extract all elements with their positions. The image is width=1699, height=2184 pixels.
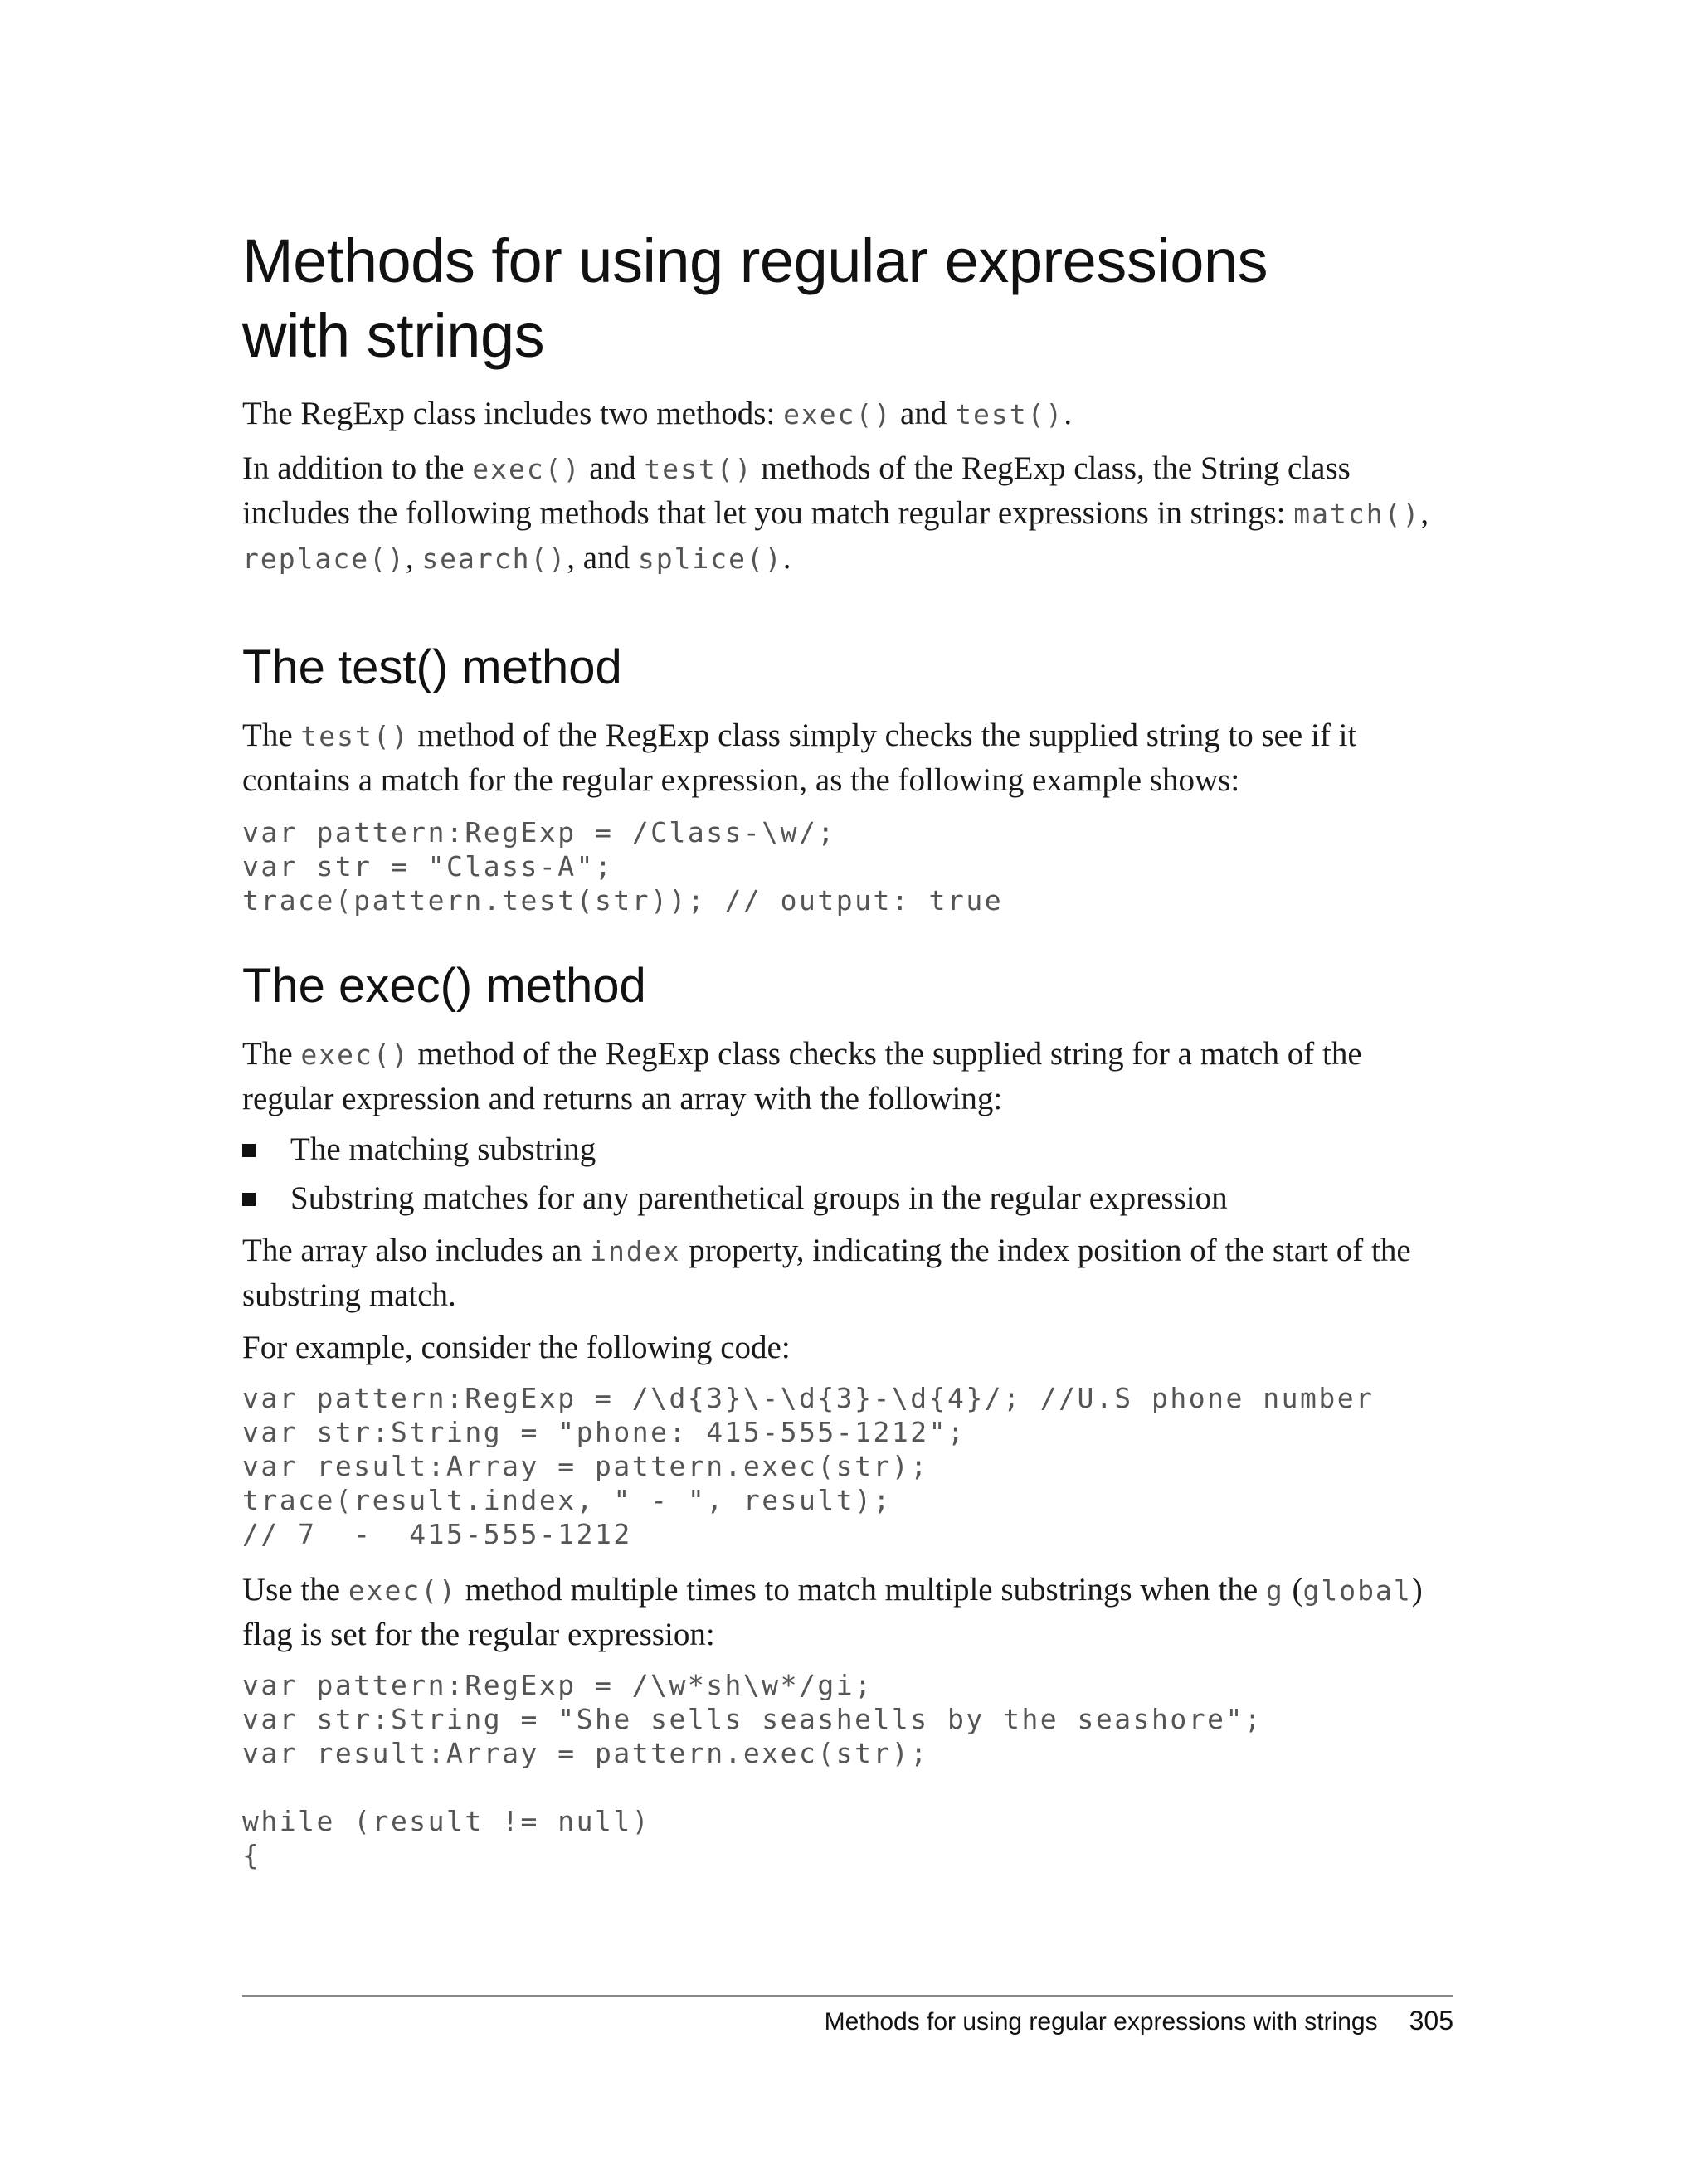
code-line: trace(result.index, " - ", result); bbox=[242, 1484, 892, 1516]
page-title-line-1: Methods for using regular expressions bbox=[242, 226, 1268, 295]
inline-code: test() bbox=[644, 453, 753, 485]
running-footer-title: Methods for using regular expressions with strings bbox=[824, 2008, 1378, 2036]
page-number: 305 bbox=[1409, 2006, 1453, 2036]
code-line: var pattern:RegExp = /Class-\w/; bbox=[242, 816, 836, 849]
text: , and bbox=[567, 540, 638, 576]
blank-code-line bbox=[242, 1770, 1453, 1804]
code-line: var result:Array = pattern.exec(str); bbox=[242, 1450, 929, 1482]
test-method-heading: The test() method bbox=[242, 640, 622, 694]
index-paragraph bbox=[242, 1228, 1453, 1317]
code-line: var pattern:RegExp = /\w*sh\w*/gi; bbox=[242, 1669, 874, 1701]
text: and bbox=[892, 396, 956, 431]
exec-method-paragraph bbox=[242, 1032, 1453, 1121]
inline-code: index bbox=[590, 1235, 681, 1267]
global-flag-paragraph bbox=[242, 1568, 1453, 1656]
page-content bbox=[242, 224, 1453, 1872]
text: method of the RegExp class simply checks the supplied string to see if it contains a match for the regular expression, as the following example shows: bbox=[242, 717, 1357, 798]
code-block-test bbox=[242, 815, 1453, 917]
inline-code: test() bbox=[955, 398, 1064, 430]
text: The array also includes an bbox=[242, 1233, 591, 1268]
code-line: // 7 - 415-555-1212 bbox=[242, 1518, 632, 1550]
text: ( bbox=[1283, 1572, 1303, 1608]
code-line: var str:String = "She sells seashells by the seashore"; bbox=[242, 1703, 1263, 1735]
list-item-text: The matching substring bbox=[290, 1131, 596, 1167]
text: The bbox=[242, 1036, 301, 1072]
inline-code: exec() bbox=[783, 398, 893, 430]
inline-code: exec() bbox=[348, 1574, 458, 1607]
text: , bbox=[1420, 495, 1429, 531]
text: . bbox=[1064, 396, 1073, 431]
text: and bbox=[581, 450, 645, 486]
list-item bbox=[242, 1127, 1453, 1171]
bullet-square-icon bbox=[242, 1193, 256, 1206]
inline-code: splice() bbox=[637, 542, 783, 575]
code-line: { bbox=[242, 1839, 261, 1871]
text: In addition to the bbox=[242, 450, 473, 486]
text: method of the RegExp class checks the supplied string for a match of the regular expression and returns an array with the following: bbox=[242, 1036, 1362, 1116]
code-block-global bbox=[242, 1668, 1453, 1872]
code-block-exec bbox=[242, 1381, 1453, 1551]
code-line: while (result != null) bbox=[242, 1805, 651, 1837]
text: , bbox=[405, 540, 422, 576]
text: The bbox=[242, 717, 301, 753]
code-line: var result:Array = pattern.exec(str); bbox=[242, 1737, 929, 1769]
page-footer bbox=[825, 2006, 1453, 2036]
text: The RegExp class includes two methods: bbox=[242, 396, 784, 431]
code-line: trace(pattern.test(str)); // output: true bbox=[242, 884, 1004, 917]
inline-code: g bbox=[1265, 1574, 1284, 1607]
inline-code: match() bbox=[1293, 498, 1421, 530]
page-title bbox=[242, 224, 1453, 373]
text: methods of the RegExp class, the String class includes the following methods that let you match regular expressions in strings: bbox=[242, 450, 1351, 531]
footer-rule bbox=[242, 1995, 1453, 1997]
inline-code: test() bbox=[300, 720, 410, 752]
list-item-text: Substring matches for any parenthetical groups in the regular expression bbox=[290, 1180, 1228, 1216]
inline-code: replace() bbox=[242, 542, 406, 575]
exec-result-list bbox=[242, 1127, 1453, 1220]
code-line: var str = "Class-A"; bbox=[242, 850, 614, 883]
example-intro: For example, consider the following code: bbox=[242, 1330, 791, 1365]
inline-code: exec() bbox=[300, 1038, 410, 1071]
text: method multiple times to match multiple substrings when the bbox=[457, 1572, 1266, 1608]
list-item bbox=[242, 1176, 1453, 1220]
test-method-paragraph bbox=[242, 713, 1453, 802]
text: property, indicating the index position of the start of the substring match. bbox=[242, 1233, 1411, 1313]
intro-paragraph-2 bbox=[242, 446, 1453, 581]
text: Use the bbox=[242, 1572, 348, 1608]
exec-method-heading: The exec() method bbox=[242, 959, 646, 1013]
inline-code: exec() bbox=[472, 453, 582, 485]
bullet-square-icon bbox=[242, 1144, 256, 1157]
inline-code: global bbox=[1302, 1574, 1412, 1607]
intro-paragraph-1 bbox=[242, 392, 1453, 436]
code-line: var str:String = "phone: 415-555-1212"; bbox=[242, 1416, 966, 1448]
text: ) flag is set for the regular expression: bbox=[242, 1572, 1423, 1652]
text: . bbox=[782, 540, 791, 576]
inline-code: search() bbox=[421, 542, 567, 575]
page-title-line-2: with strings bbox=[242, 301, 545, 370]
code-line: var pattern:RegExp = /\d{3}\-\d{3}-\d{4}/; //U.S phone number bbox=[242, 1382, 1375, 1414]
